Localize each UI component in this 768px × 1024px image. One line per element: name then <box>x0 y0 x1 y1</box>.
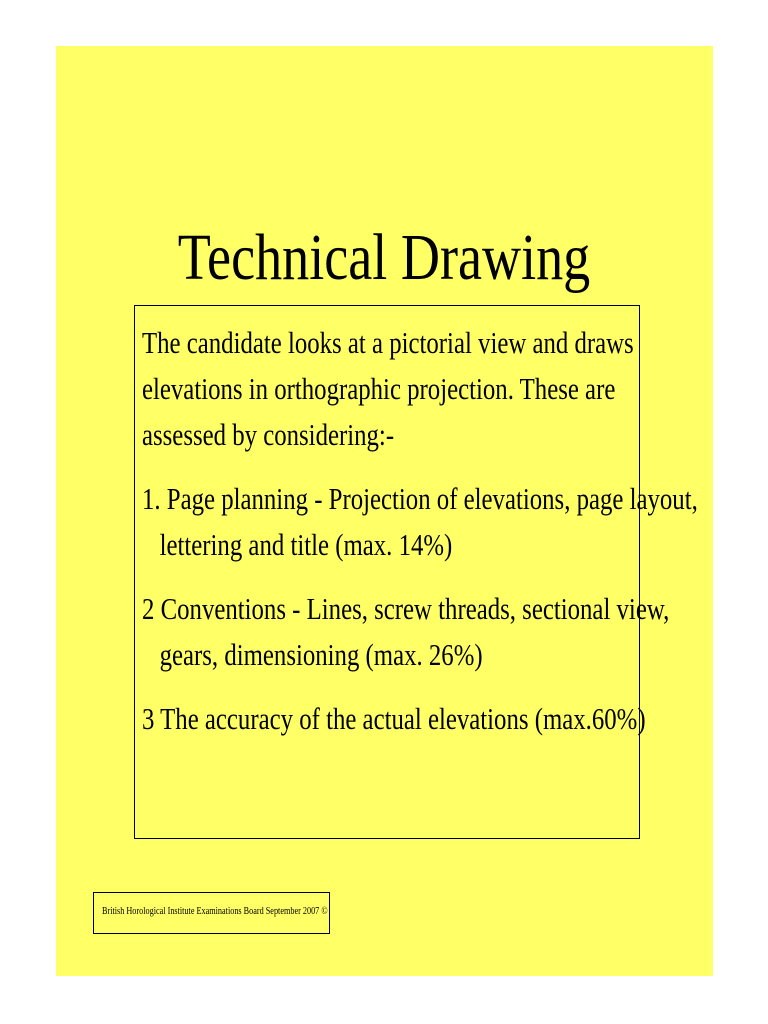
footer-text: British Horological Institute Examinations Board September 2007 © <box>102 906 328 917</box>
footer-box <box>93 892 330 934</box>
content-box <box>134 305 698 839</box>
intro-line-1: The candidate looks at a pictorial view and draws <box>142 325 634 360</box>
item-2-line-1: 2 Conventions - Lines, screw threads, sectional view, <box>142 591 670 626</box>
slide-title: Technical Drawing <box>177 221 591 294</box>
intro-line-3: assessed by considering:- <box>142 417 395 452</box>
content-text <box>142 320 698 742</box>
slide-page <box>56 46 713 976</box>
item-3-line-1: 3 The accuracy of the actual elevations (max.60%) <box>142 701 646 736</box>
intro-line-2: elevations in orthographic projection. These are <box>142 371 616 406</box>
item-1-line-2: lettering and title (max. 14%) <box>159 527 453 562</box>
item-1-line-1: 1. Page planning - Projection of elevations, page layout, <box>142 481 698 516</box>
item-2-line-2: gears, dimensioning (max. 26%) <box>159 637 483 672</box>
